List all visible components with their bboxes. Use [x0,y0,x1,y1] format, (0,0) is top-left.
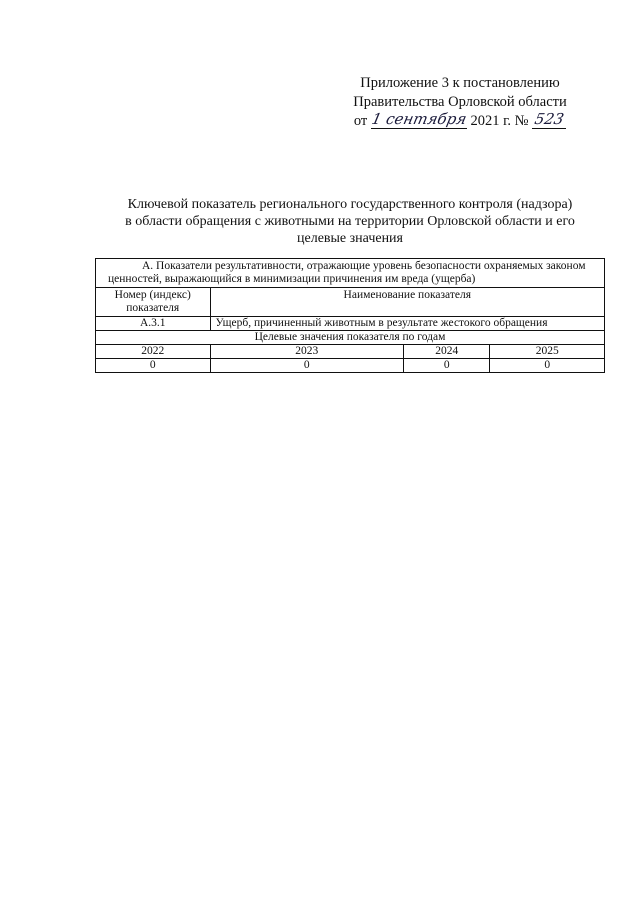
indicator-name-cell: Ущерб, причиненный животным в результате жестокого обращения [210,317,604,331]
value-cell: 0 [210,359,403,373]
table-row [96,331,605,345]
appendix-date-line [330,112,590,131]
value-cell: 0 [490,359,605,373]
table-row [96,345,605,359]
indicator-index-cell: А.3.1 [96,317,211,331]
date-prefix: от [353,113,368,129]
handwritten-date: 1 сентября [369,110,468,128]
appendix-block [330,74,590,131]
section-header-cell [96,259,605,288]
title-line-1: Ключевой показатель регионального государственного контроля (надзора) [127,197,573,212]
year-cell: 2022 [96,345,211,359]
appendix-line-1: Приложение 3 к постановлению [360,75,560,91]
handwritten-number: 523 [532,110,566,128]
value-cell: 0 [403,359,490,373]
targets-header-cell: Целевые значения показателя по годам [96,331,605,345]
index-header-cell: Номер (индекс) показателя [96,288,211,317]
year-text: 2021 г. № [470,113,529,129]
name-header-cell: Наименование показателя [210,288,604,317]
table-row [96,259,605,288]
year-cell: 2025 [490,345,605,359]
indicator-table [95,258,605,373]
appendix-line-2: Правительства Орловской области [353,94,567,110]
table-row [96,288,605,317]
title-line-2: в области обращения с животными на территории Орловской области и его [125,214,575,229]
document-title [95,196,605,247]
title-line-3: целевые значения [297,231,403,246]
table-row [96,359,605,373]
section-header-text: А. Показатели результативности, отражающие уровень безопасности охраняемых законом ценностей, выражающийся в минимизации причинения им вреда (ущерба) [108,260,586,285]
table-row [96,317,605,331]
value-cell: 0 [96,359,211,373]
year-cell: 2024 [403,345,490,359]
year-cell: 2023 [210,345,403,359]
